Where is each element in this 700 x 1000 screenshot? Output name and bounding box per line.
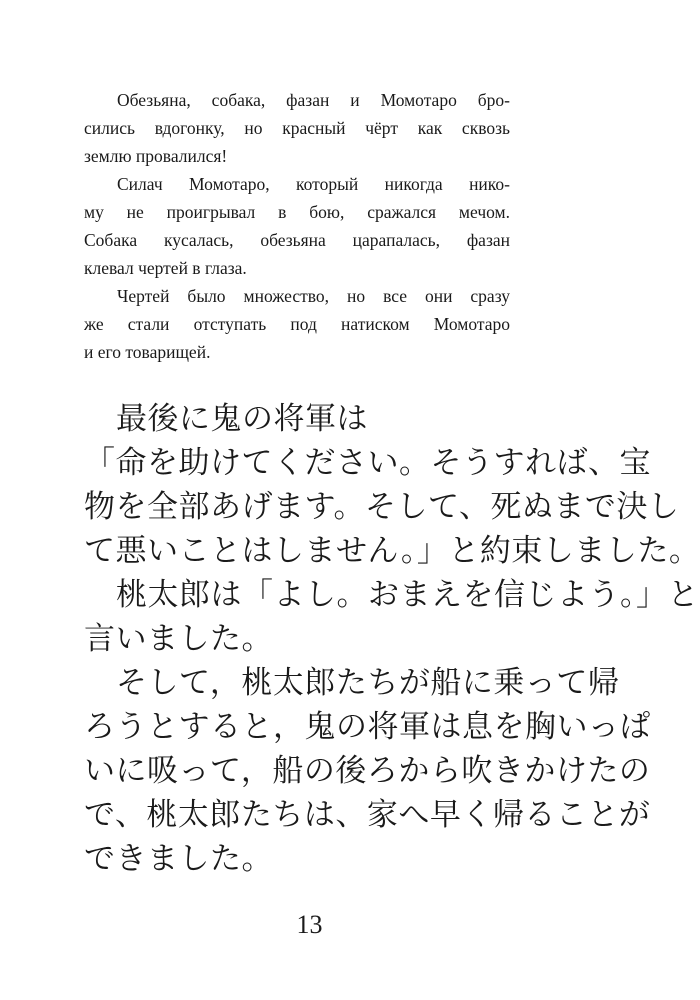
japanese-line: ろうとすると，鬼の将軍は息を胸いっぱ xyxy=(84,709,651,745)
japanese-line: で、桃太郎たちは、家へ早く帰ることが xyxy=(84,797,651,833)
japanese-line: そして，桃太郎たちが船に乗って帰 xyxy=(116,665,620,701)
japanese-line: 桃太郎は「よし。おまえを信じよう。」と xyxy=(116,577,699,613)
japanese-line: 最後に鬼の将軍は xyxy=(116,401,368,437)
russian-line: же стали отступать под натиском Момотаро xyxy=(84,314,510,334)
russian-line: и его товарищей. xyxy=(84,342,211,362)
russian-line: клевал чертей в глаза. xyxy=(84,258,247,278)
japanese-line: できました。 xyxy=(84,841,273,877)
japanese-line: いに吸って，船の後ろから吹きかけたの xyxy=(84,753,651,789)
russian-line: Силач Момотаро, который никогда нико- xyxy=(117,174,510,194)
russian-line: Обезьяна, собака, фазан и Момотаро бро- xyxy=(117,90,510,110)
japanese-line: て悪いことはしません。」と約束しました。 xyxy=(84,533,700,569)
russian-line: му не проигрывал в бою, сражался мечом. xyxy=(84,202,510,222)
russian-line: Чертей было множество, но все они сразу xyxy=(117,286,510,306)
japanese-line: 「命を助けてください。そうすれば、宝 xyxy=(84,445,651,481)
russian-line: сились вдогонку, но красный чёрт как сквозь xyxy=(84,118,510,138)
japanese-line: 言いました。 xyxy=(84,621,273,657)
russian-line: Собака кусалась, обезьяна царапалась, фазан xyxy=(84,230,510,250)
japanese-line: 物を全部あげます。そして、死ぬまで決し xyxy=(84,489,680,525)
page-number: 13 xyxy=(296,910,323,939)
russian-line: землю провалился! xyxy=(84,146,228,166)
